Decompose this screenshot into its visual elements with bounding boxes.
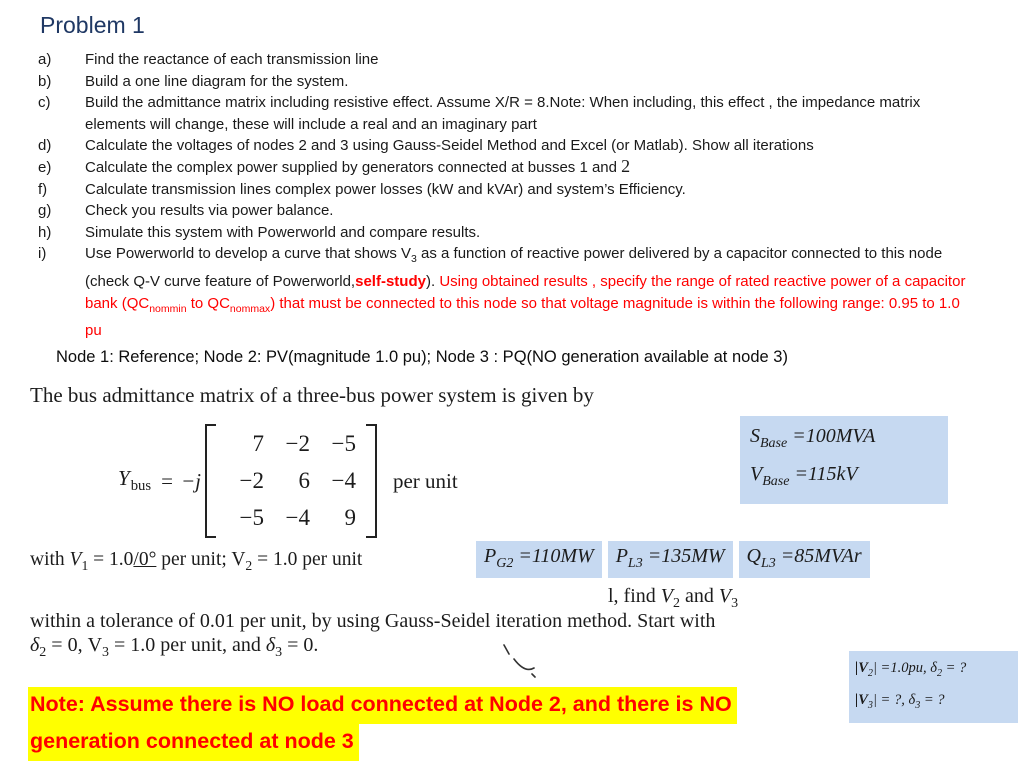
matrix-cell: −2 bbox=[239, 468, 264, 493]
matrix-cell: 7 bbox=[252, 431, 264, 456]
task-label: a) bbox=[38, 51, 52, 68]
find-v3-subscript: 3 bbox=[731, 596, 739, 611]
v2-abs-open: |V bbox=[855, 660, 868, 676]
task-label: e) bbox=[38, 158, 52, 176]
task-item-b bbox=[38, 71, 976, 93]
ql3-value: =85MVAr bbox=[780, 545, 862, 567]
start-values-line bbox=[30, 634, 318, 661]
task-text: Calculate transmission lines complex power losses (kW and kVAr) and system’s Efficiency. bbox=[85, 180, 686, 198]
v2-unknown-text: | =1.0pu, δ bbox=[872, 660, 937, 676]
v2-unknown-line bbox=[855, 655, 1018, 687]
matrix-cell: −4 bbox=[285, 505, 310, 530]
sbase-line bbox=[750, 421, 938, 459]
task-label: h) bbox=[38, 223, 52, 241]
with-text-1: with bbox=[30, 549, 70, 570]
pl3-symbol: P bbox=[615, 545, 628, 567]
sbase-value: =100MVA bbox=[792, 425, 876, 447]
matrix-cell: −4 bbox=[331, 468, 356, 493]
with-text-2: = 1.0 bbox=[88, 549, 134, 570]
task-text-tail: 2 bbox=[621, 155, 631, 176]
matrix-unit-label: per unit bbox=[392, 468, 458, 493]
task-text: Check you results via power balance. bbox=[85, 202, 334, 220]
i-black-3: ). bbox=[425, 272, 440, 290]
v2-subscript: 2 bbox=[245, 557, 253, 573]
task-label: c) bbox=[38, 94, 51, 112]
pl3-highlight-box bbox=[608, 541, 733, 578]
delta2-symbol: δ bbox=[30, 634, 40, 656]
ybus-symbol bbox=[118, 466, 151, 495]
task-item-h bbox=[38, 222, 976, 244]
pg2-highlight-box bbox=[476, 541, 602, 578]
task-text: Build the admittance matrix including resistive effect. Assume X/R = 8.Note: When including, this effect , the impedance matrix elements will change, these will include a real and an imaginary part bbox=[85, 94, 921, 133]
angle-notation: /0° bbox=[133, 549, 157, 570]
v3-unknown-question: = ? bbox=[920, 691, 945, 708]
task-item-i bbox=[38, 243, 976, 341]
tolerance-line: within a tolerance of 0.01 per unit, by using Gauss-Seidel iteration method. Start with bbox=[30, 610, 716, 632]
note-line-2: generation connected at node 3 bbox=[28, 724, 359, 761]
task-item-f bbox=[38, 179, 976, 201]
find-v2-subscript: 2 bbox=[673, 596, 680, 611]
given-values-row bbox=[476, 541, 870, 578]
sbase-symbol: S bbox=[750, 425, 760, 447]
delta2-subscript: 2 bbox=[39, 645, 47, 660]
i-black-1: Use Powerworld to develop a curve that shows V bbox=[85, 245, 411, 263]
equals-sign: = bbox=[161, 468, 173, 493]
task-label: i) bbox=[38, 245, 47, 263]
matrix-cell: 6 bbox=[298, 468, 310, 493]
vbase-symbol: V bbox=[750, 463, 763, 485]
task-list bbox=[38, 49, 976, 342]
with-text-3: per unit; V bbox=[156, 549, 246, 570]
unknowns-box bbox=[849, 651, 1018, 723]
delta3-symbol: δ bbox=[265, 634, 276, 656]
pl3-subscript: L3 bbox=[627, 556, 643, 571]
pg2-value: =110MW bbox=[518, 545, 594, 567]
v2-unknown-question: = ? bbox=[942, 660, 967, 676]
note-line-1: Note: Assume there is NO load connected at Node 2, and there is NO bbox=[28, 687, 737, 724]
note-banner bbox=[28, 687, 737, 761]
i-red-sub-1: nommin bbox=[149, 302, 187, 315]
matrix-grid bbox=[216, 424, 366, 538]
v1-symbol: V bbox=[69, 549, 82, 570]
node-definition-line: Node 1: Reference; Node 2: PV(magnitude 1.0 pu); Node 3 : PQ(NO generation available at node 3) bbox=[56, 348, 788, 366]
ybus-subscript: bus bbox=[130, 478, 152, 495]
ql3-highlight-box bbox=[739, 541, 870, 578]
find-v3-symbol: V bbox=[718, 585, 732, 607]
pl3-value: =135MW bbox=[647, 545, 725, 567]
task-text bbox=[85, 243, 976, 341]
delta-text-4: = 0. bbox=[282, 634, 319, 656]
ql3-symbol: Q bbox=[746, 545, 761, 567]
v3-start-subscript: 3 bbox=[102, 645, 110, 660]
delta3-unknown-subscript: 3 bbox=[915, 699, 921, 711]
task-item-g bbox=[38, 200, 976, 222]
task-text: Calculate the voltages of nodes 2 and 3 using Gauss-Seidel Method and Excel (or Matlab). Show all iterations bbox=[85, 137, 814, 155]
task-item-c bbox=[38, 92, 976, 135]
task-label: b) bbox=[38, 72, 52, 90]
task-item-a bbox=[38, 49, 976, 71]
vbase-line bbox=[750, 459, 938, 497]
i-red-1: Using obtained results , specify the range of rated reactive power of a capacitor bank (QC bbox=[85, 272, 966, 312]
task-text: Simulate this system with Powerworld and compare results. bbox=[85, 223, 481, 241]
task-text bbox=[85, 157, 976, 179]
vbase-value: =115kV bbox=[794, 463, 858, 485]
task-label: d) bbox=[38, 137, 52, 155]
sbase-subscript: Base bbox=[760, 436, 788, 451]
task-label: g) bbox=[38, 202, 52, 220]
task-text: Find the reactance of each transmission line bbox=[85, 51, 379, 68]
matrix-bracket-left bbox=[205, 424, 216, 538]
v3-unknown-text: | = ?, δ bbox=[872, 691, 916, 708]
delta-text-2: = 0, V bbox=[46, 634, 103, 656]
delta-text-3: = 1.0 per unit, and bbox=[109, 634, 266, 656]
delta3-subscript: 3 bbox=[275, 645, 283, 660]
i-red-2: to QC bbox=[186, 294, 230, 312]
matrix-cell: −2 bbox=[285, 431, 310, 456]
matrix-bracket-right bbox=[366, 424, 377, 538]
task-label: f) bbox=[38, 180, 48, 198]
v3-unknown-subscript: 3 bbox=[867, 699, 873, 711]
matrix-cell: −5 bbox=[239, 505, 264, 530]
matrix-coefficient: −j bbox=[180, 468, 201, 493]
i-red-sub-2: nommax bbox=[229, 302, 271, 315]
matrix-cell: −5 bbox=[331, 431, 356, 456]
pg2-symbol: P bbox=[484, 545, 497, 567]
v3-unknown-line bbox=[855, 687, 1018, 719]
ql3-subscript: L3 bbox=[760, 556, 776, 571]
task-item-e bbox=[38, 157, 976, 179]
task-item-d bbox=[38, 135, 976, 157]
with-text-4: = 1.0 per unit bbox=[252, 549, 363, 570]
task-text-main: Calculate the complex power supplied by generators connected at busses 1 and bbox=[85, 158, 622, 176]
page-title: Problem 1 bbox=[40, 12, 145, 38]
v2-unknown-subscript: 2 bbox=[867, 667, 873, 679]
i-self-study: self-study bbox=[355, 272, 426, 290]
vbase-subscript: Base bbox=[762, 474, 790, 489]
pg2-subscript: G2 bbox=[496, 556, 514, 571]
initial-conditions-line bbox=[30, 549, 362, 574]
delta2-unknown-subscript: 2 bbox=[936, 667, 943, 679]
task-text: Build a one line diagram for the system. bbox=[85, 72, 349, 90]
find-text-2: and bbox=[680, 585, 719, 607]
find-text-1: l, find bbox=[608, 585, 661, 607]
i-black-2: as a function of reactive power delivered by a capacitor connected to this node (check Q-V curve feature of Powerworld, bbox=[85, 245, 943, 290]
ybus-letter: Y bbox=[118, 466, 130, 491]
i-red-3: ) that must be connected to this node so that voltage magnitude is within the following range: 0.95 to 1.0 pu bbox=[85, 294, 960, 340]
base-values-box bbox=[740, 416, 948, 504]
i-sub-1: 3 bbox=[411, 253, 417, 266]
matrix-cell: 9 bbox=[344, 505, 356, 530]
admittance-matrix-equation bbox=[118, 424, 458, 538]
matrix-intro-text: The bus admittance matrix of a three-bus power system is given by bbox=[30, 383, 594, 407]
pen-mark bbox=[496, 641, 556, 689]
v1-subscript: 1 bbox=[81, 557, 89, 573]
v3-abs-open: |V bbox=[855, 691, 868, 708]
find-v2-symbol: V bbox=[660, 585, 673, 607]
find-voltages-line bbox=[608, 585, 738, 612]
